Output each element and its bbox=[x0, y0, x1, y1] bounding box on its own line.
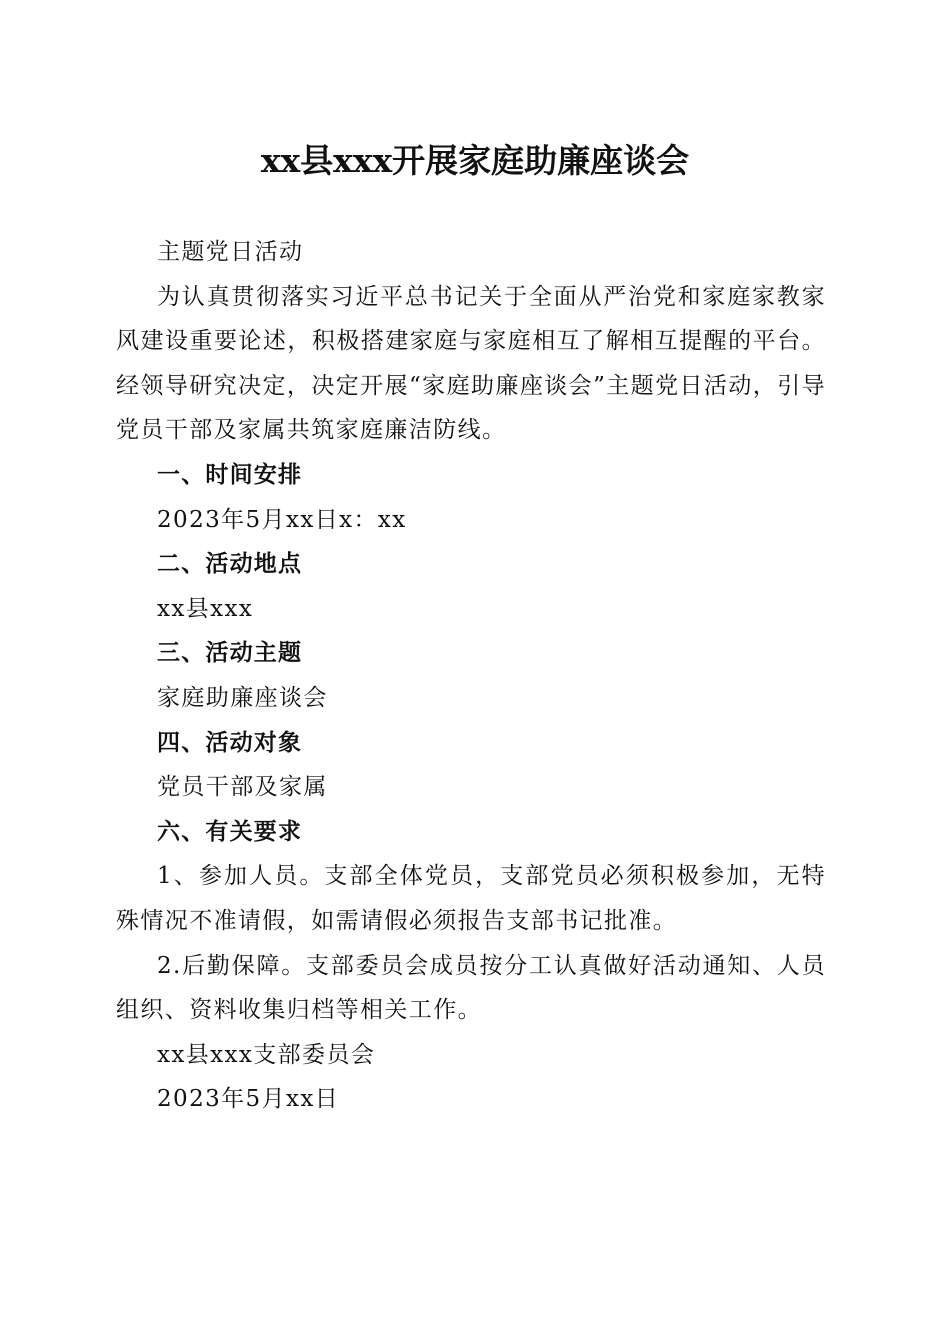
document-subtitle: 主题党日活动 bbox=[157, 239, 304, 265]
signature-date: 2023年5月xx日 bbox=[157, 1086, 340, 1113]
section-heading-requirements: 六、有关要求 bbox=[157, 818, 303, 845]
document-title: xx县xxx开展家庭助廉座谈会 bbox=[260, 141, 690, 180]
section-content-theme: 家庭助廉座谈会 bbox=[157, 684, 328, 711]
intro-paragraph: 为认真贯彻落实习近平总书记关于全面从严治党和家庭家教家风建设重要论述，积极搭建家庭与家庭相互了解相互提醒的平台。经领导研究决定，决定开展“家庭助廉座谈会”主题党日活动，引导党员干部及家属共筑家庭廉洁防线。 bbox=[116, 283, 826, 444]
document-body bbox=[116, 230, 826, 1122]
section-heading-time: 一、时间安排 bbox=[157, 461, 303, 488]
signature-organization: xx县xxx支部委员会 bbox=[157, 1041, 376, 1068]
requirement-item-2: 2.后勤保障。支部委员会成员按分工认真做好活动通知、人员组织、资料收集归档等相关工作。 bbox=[116, 952, 826, 1024]
section-content-location: xx县xxx bbox=[157, 595, 254, 622]
section-content-audience: 党员干部及家属 bbox=[157, 774, 328, 801]
section-heading-theme: 三、活动主题 bbox=[157, 640, 303, 667]
section-heading-audience: 四、活动对象 bbox=[157, 729, 303, 756]
requirement-item-1: 1、参加人员。支部全体党员，支部党员必须积极参加，无特殊情况不准请假，如需请假必须报告支部书记批准。 bbox=[116, 863, 826, 934]
section-content-time: 2023年5月xx日x：xx bbox=[157, 506, 407, 533]
section-heading-location: 二、活动地点 bbox=[157, 551, 303, 578]
